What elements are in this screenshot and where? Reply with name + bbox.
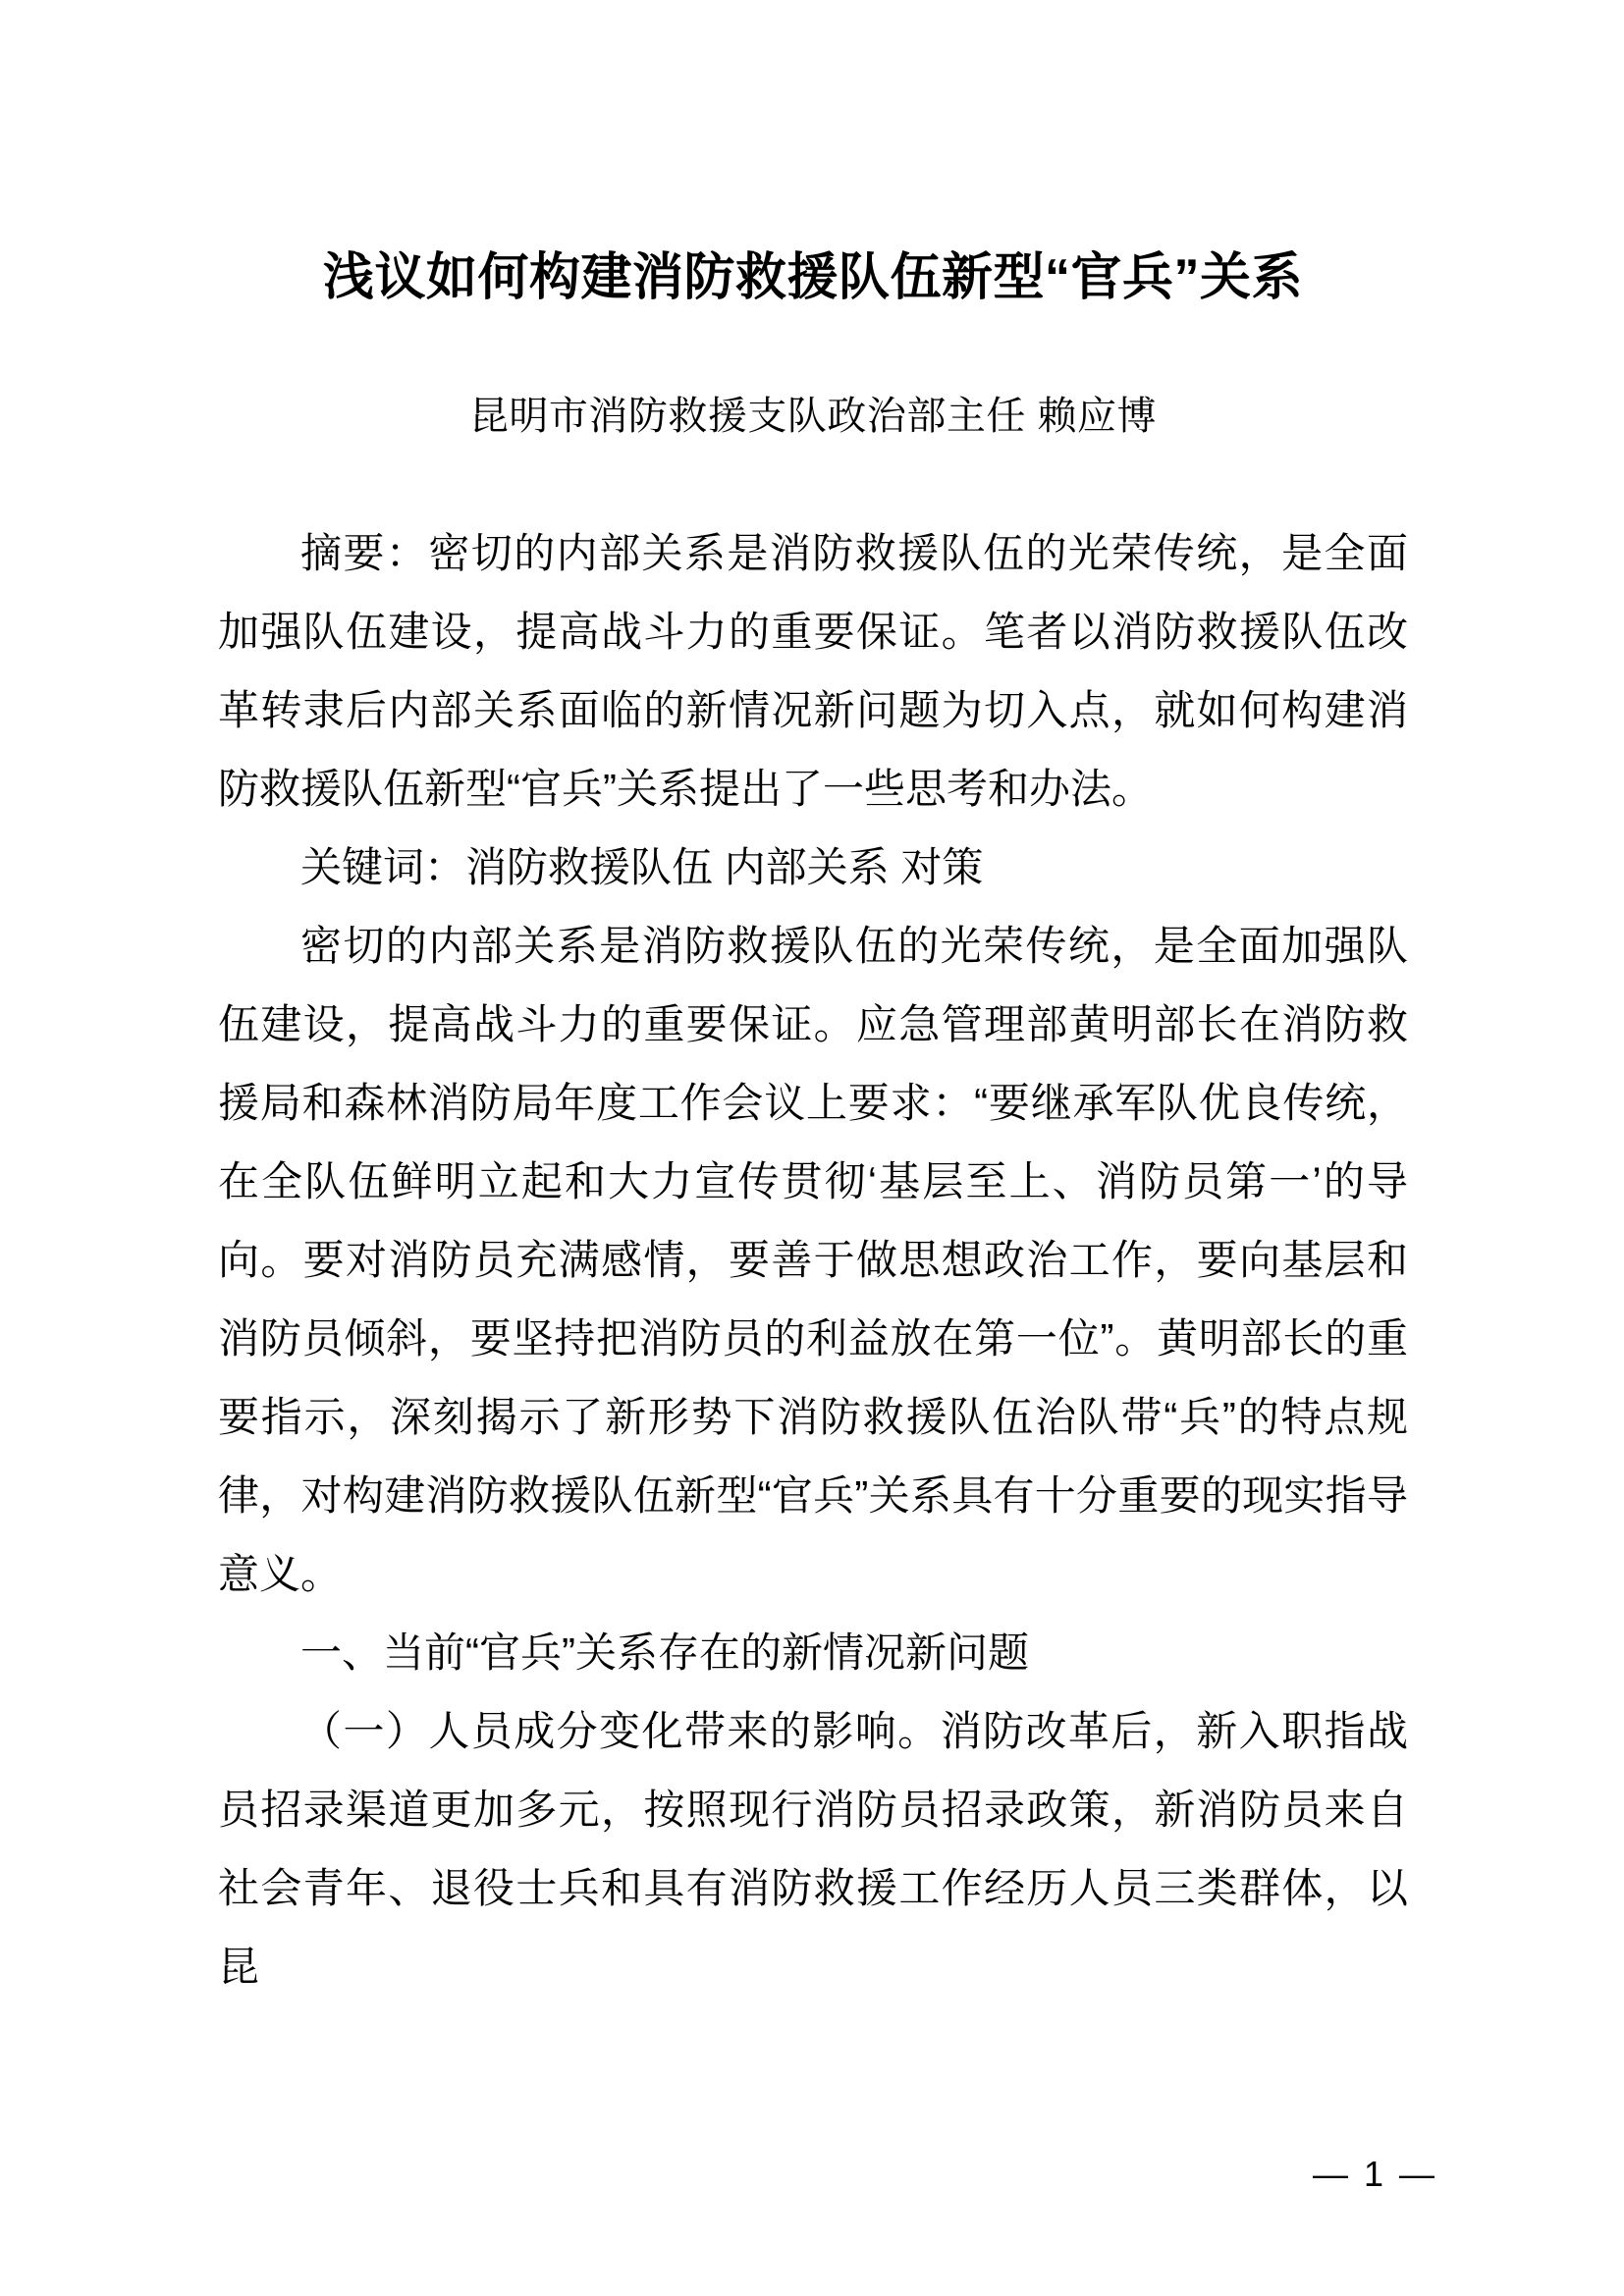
page-footer [0,2149,1624,2296]
document-content [218,0,1408,2006]
abstract-paragraph: 摘要：密切的内部关系是消防救援队伍的光荣传统，是全面加强队伍建设，提高战斗力的重要保证。笔者以消防救援队伍改革转隶后内部关系面临的新情况新问题为切入点，就如何构建消防救援队伍新型“官兵”关系提出了一些思考和办法。 [218,530,1408,813]
keywords-line: 关键词：消防救援队伍 内部关系 对策 [300,844,984,891]
body-paragraph-1: 密切的内部关系是消防救援队伍的光荣传统，是全面加强队伍建设，提高战斗力的重要保证。应急管理部黄明部长在消防救援局和森林消防局年度工作会议上要求：“要继承军队优良传统，在全队伍鲜明立起和大力宣传贯彻‘基层至上、消防员第一’的导向。要对消防员充满感情，要善于做思想政治工作，要向基层和消防员倾斜，要坚持把消防员的利益放在第一位”。黄明部长的重要指示，深刻揭示了新形势下消防救援队伍治队带“兵”的特点规律，对构建消防救援队伍新型“官兵”关系具有十分重要的现实指导意义。 [218,923,1408,1598]
page-number: — 1 — [1312,2154,1437,2194]
page-title: 浅议如何构建消防救援队伍新型“官兵”关系 [322,249,1303,306]
author-affiliation-line: 昆明市消防救援支队政治部主任 赖应博 [468,395,1158,439]
document-body [218,444,1408,2006]
subsection-paragraph-1: （一）人员成分变化带来的影响。消防改革后，新入职指战员招录渠道更加多元，按照现行消防员招录政策，新消防员来自社会青年、退役士兵和具有消防救援工作经历人员三类群体，以昆 [218,1708,1408,1991]
section-heading-1: 一、当前“官兵”关系存在的新情况新问题 [300,1629,1029,1677]
